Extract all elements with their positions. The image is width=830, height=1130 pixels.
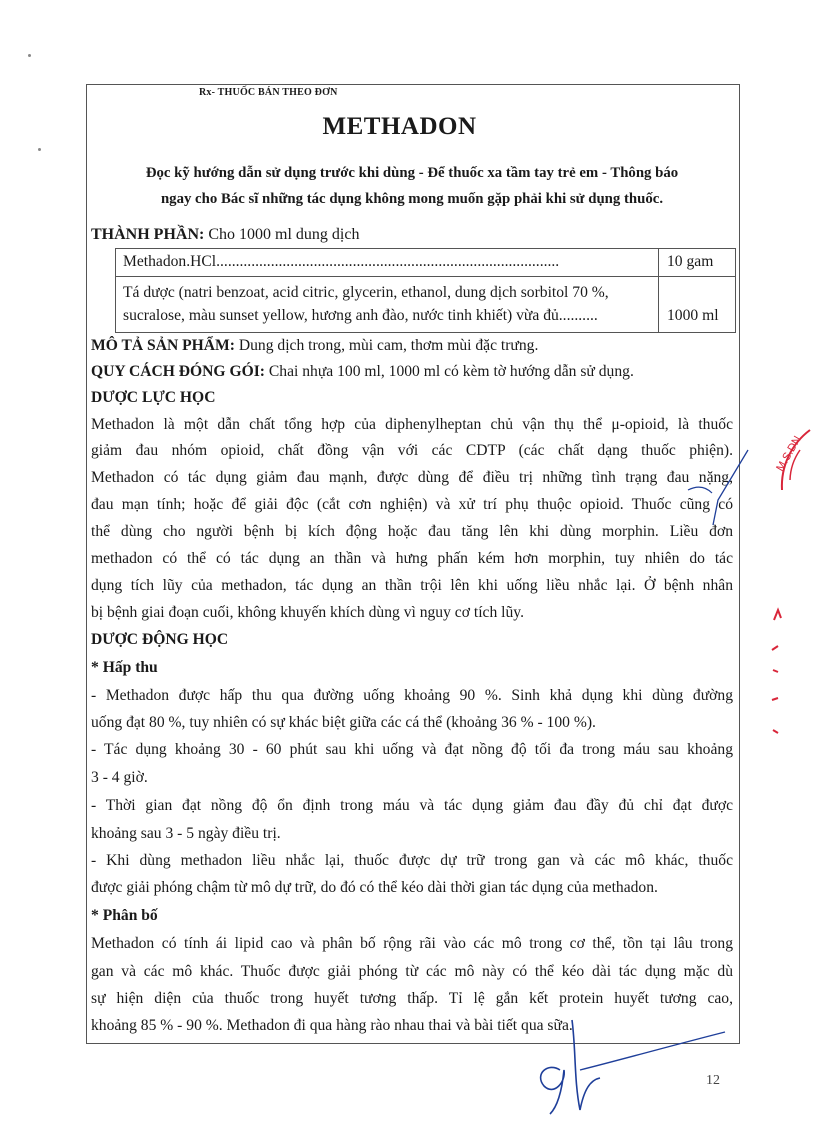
paragraph-line: khoảng sau 3 - 5 ngày điều trị. [91,825,281,842]
paragraph-line: Methadon có tác dụng giảm đau mạnh, được dùng để điều trị những tình trạng đau nặng, [91,469,733,486]
paragraph-line: 3 - 4 giờ. [91,769,148,786]
paragraph-line: uống đạt 80 %, tuy nhiên có sự khác biệt giữa các cá thể (khoảng 36 % - 100 %). [91,714,596,731]
stamp-icon [770,410,830,750]
table-row-amount: 10 gam [667,253,714,270]
warning-line: Đọc kỹ hướng dẫn sử dụng trước khi dùng - Để thuốc xa tầm tay trẻ em - Thông báo [145,165,679,181]
paragraph-line: sự hiện diện của thuốc trong huyết tương thấp. Tỉ lệ gắn kết protein huyết tương cao, [91,990,733,1007]
table-row-ingredient: Tá dược (natri benzoat, acid citric, glycerin, ethanol, dung dịch sorbitol 70 %, [123,284,609,301]
composition-heading: THÀNH PHẦN: [91,226,205,243]
composition-intro: Cho 1000 ml dung dịch [204,226,360,243]
paragraph-line: - Methadon được hấp thu qua đường uống khoảng 90 %. Sinh khả dụng khi dùng đường [91,687,733,704]
packaging-heading: QUY CÁCH ĐÓNG GÓI: [91,363,265,380]
document-title: METHADON [322,113,477,140]
scan-speck [28,54,31,57]
table-border [115,276,736,277]
table-border [115,332,736,333]
rx-label: Rx- THUỐC BÁN THEO ĐƠN [199,87,338,98]
pharmacodynamics-heading: DƯỢC LỰC HỌC [91,389,216,406]
packaging-line [91,362,733,382]
paragraph-line: methadon có thể có tác dụng an thần và hưng phấn kém hơn morphin, tuy nhiên do tác [91,550,733,567]
paragraph-line: Methadon có tính ái lipid cao và phân bố rộng rãi vào các mô trong cơ thể, tồn tại lâu trong [91,935,733,952]
svg-text:M.S.DN: M.S.DN [774,434,804,474]
composition-heading-line [91,225,733,245]
warning-line: ngay cho Bác sĩ những tác dụng không mong muốn gặp phải khi sử dụng thuốc. [160,191,664,207]
paragraph-line: dụng tích lũy của methadon, tác dụng an thần trội lên khi uống liều nhắc lại. Ở bệnh nhân [91,577,733,594]
description-heading: MÔ TẢ SẢN PHẨM: [91,337,235,354]
warning-text [88,160,736,212]
table-row-ingredient: sucralose, màu sunset yellow, hương anh đào, nước tinh khiết) vừa đủ.......... [123,307,598,324]
paragraph-line: - Thời gian đạt nồng độ ổn định trong máu và tác dụng giảm đau đầy đủ chỉ đạt được [91,797,733,814]
description-text: Dung dịch trong, mùi cam, thơm mùi đặc trưng. [234,337,539,354]
paragraph-line: giảm đau nhóm opioid, chất đồng vận với các CDTP (các chất dạng thuốc phiện). [91,442,733,459]
paragraph-line: bị bệnh giai đoạn cuối, không khuyến khích dùng vì nguy cơ tích lũy. [91,604,524,621]
table-border [115,248,116,333]
paragraph-line: được giải phóng chậm từ mô dự trữ, do đó có thể kéo dài thời gian tác dụng của methadon. [91,879,658,896]
table-row-amount: 1000 ml [667,307,719,324]
composition-table [115,248,736,333]
paragraph-line: khoảng 85 % - 90 %. Methadon đi qua hàng rào nhau thai và bài tiết qua sữa. [91,1017,573,1034]
table-border [735,248,736,333]
table-border [658,248,659,333]
paragraph-line: đau mạn tính; hoặc để giải độc (cắt cơn nghiện) và xử trí phụ thuộc opioid. Thuốc cũng có [91,496,733,513]
absorption-heading: * Hấp thu [91,659,158,676]
description-line [91,336,733,356]
table-row-ingredient: Methadon.HCl........................................................................................ [123,253,560,270]
paragraph-line: gan và các mô khác. Thuốc được giải phóng từ các mô này có thể kéo dài tác dụng mặc dù [91,963,733,980]
table-border [115,248,736,249]
signature-icon [520,1010,730,1120]
packaging-text: Chai nhựa 100 ml, 1000 ml có kèm tờ hướng dẫn sử dụng. [264,363,634,380]
distribution-heading: * Phân bố [91,907,158,924]
scan-speck [38,148,41,151]
pen-mark-icon [688,445,758,535]
paragraph-line: Methadon là một dẫn chất tổng hợp của diphenylheptan chủ vận thụ thể μ-opioid, là thuốc [91,416,733,433]
paragraph-line: thể dùng cho người bệnh bị kích động hoặc đau tăng lên khi dùng morphin. Liều đơn [91,523,733,540]
page-number: 12 [706,1073,720,1088]
pharmacokinetics-heading: DƯỢC ĐỘNG HỌC [91,631,229,648]
paragraph-line: - Khi dùng methadon liều nhắc lại, thuốc được dự trữ trong gan và các mô khác, thuốc [91,852,733,869]
paragraph-line: - Tác dụng khoảng 30 - 60 phút sau khi uống và đạt nồng độ tối đa trong máu sau khoảng [91,741,733,758]
